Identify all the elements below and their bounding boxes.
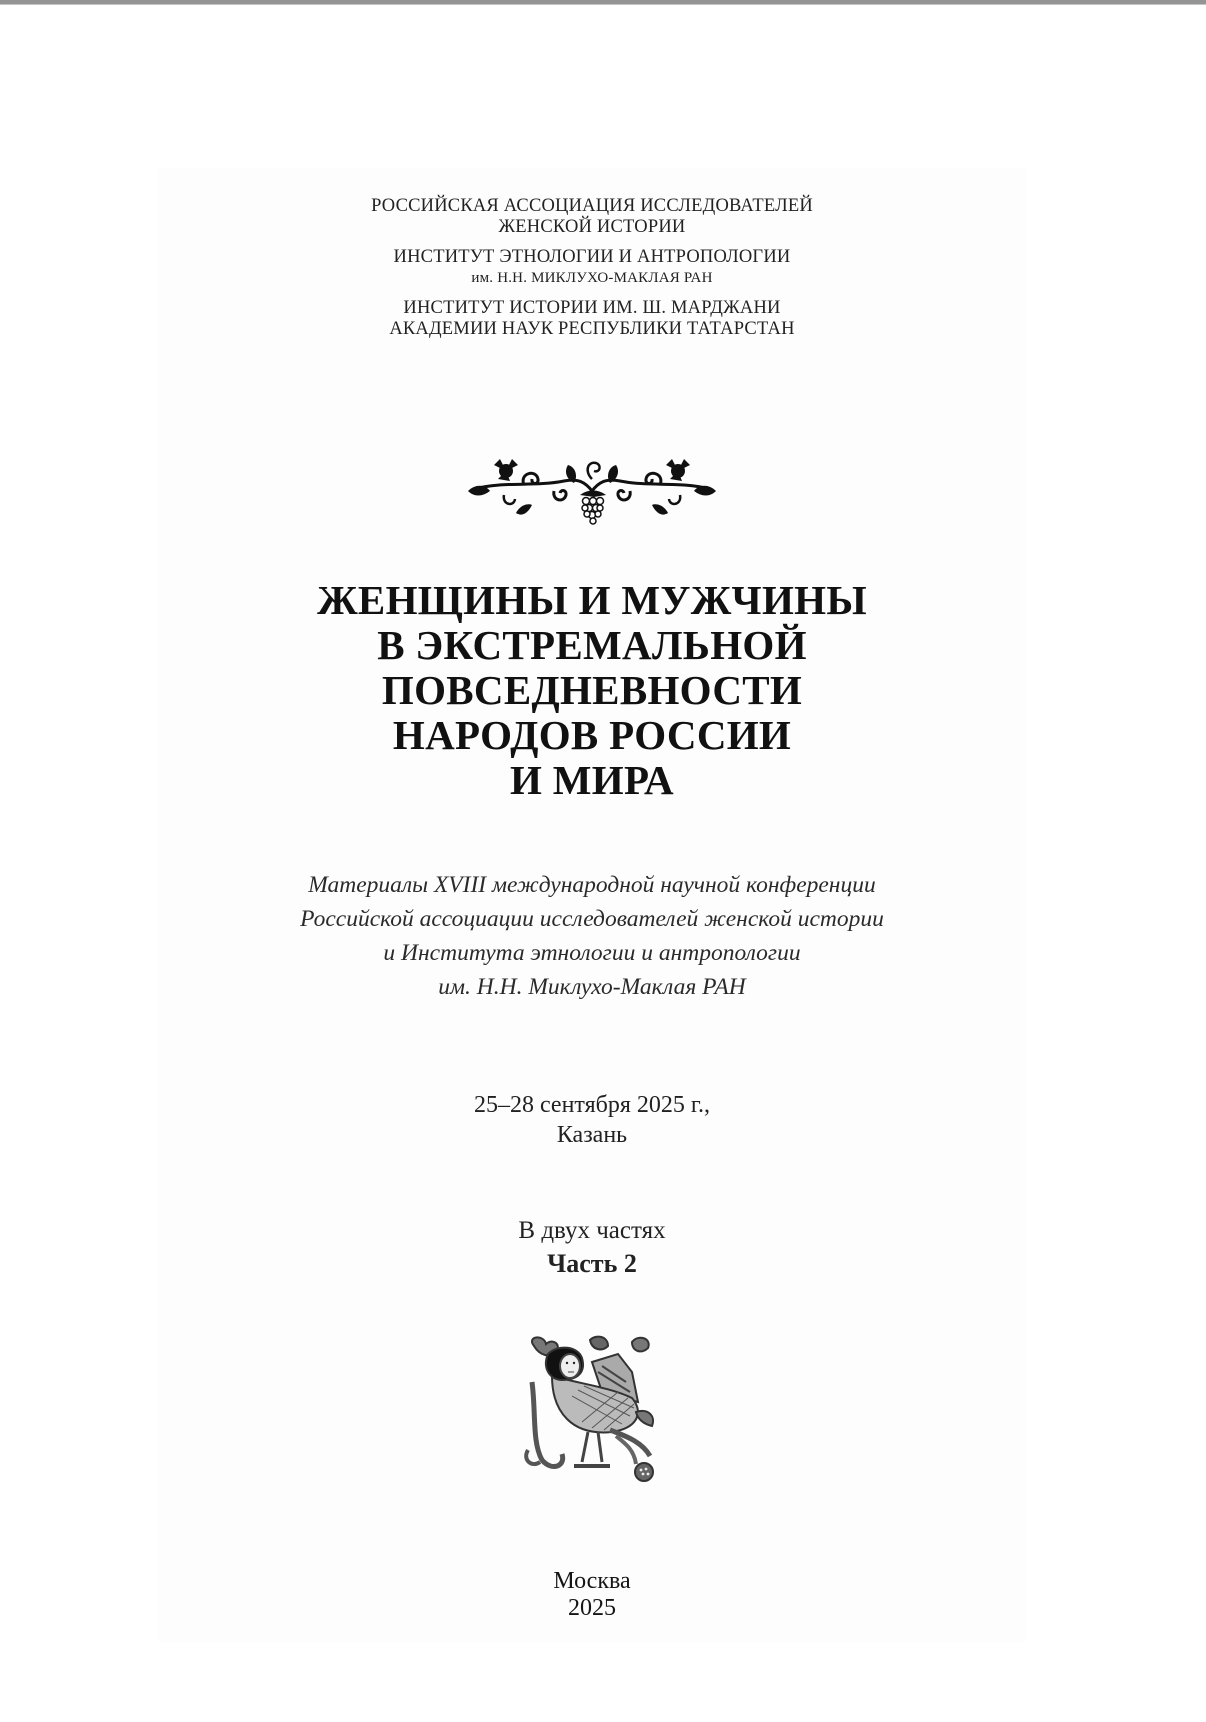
conference-dates: 25–28 сентября 2025 г., — [473, 1092, 711, 1118]
title-page — [158, 168, 1026, 1642]
title-line-1: ЖЕНЩИНЫ И МУЖЧИНЫ — [317, 577, 867, 623]
viewer-top-bar — [0, 0, 1206, 5]
org-2-line-2: им. Н.Н. МИКЛУХО-МАКЛАЯ РАН — [471, 270, 713, 286]
organizations-header — [158, 196, 1026, 349]
imprint-year: 2025 — [568, 1595, 616, 1621]
subtitle-line-3: и Института этнологии и антропологии — [383, 940, 801, 966]
title-line-2: В ЭКСТРЕМАЛЬНОЙ — [377, 622, 807, 668]
title-line-4: НАРОДОВ РОССИИ — [392, 712, 792, 758]
imprint-city: Москва — [553, 1568, 631, 1594]
title-line-3: ПОВСЕДНЕВНОСТИ — [381, 667, 803, 713]
organization-3 — [158, 298, 1026, 340]
subtitle-line-4: им. Н.Н. Миклухо-Маклая РАН — [438, 974, 746, 1000]
subtitle-line-1: Материалы XVIII международной научной конференции — [308, 872, 876, 898]
book-subtitle — [158, 868, 1026, 1004]
imprint — [158, 1568, 1026, 1622]
org-1-line-1: РОССИЙСКАЯ АССОЦИАЦИЯ ИССЛЕДОВАТЕЛЕЙ — [371, 196, 813, 216]
volume-parts — [158, 1214, 1026, 1280]
organization-2 — [158, 247, 1026, 289]
book-title — [158, 578, 1026, 803]
org-2-line-1: ИНСТИТУТ ЭТНОЛОГИИ И АНТРОПОЛОГИИ — [393, 247, 791, 267]
conference-dates-place — [158, 1090, 1026, 1150]
title-line-5: И МИРА — [510, 757, 674, 803]
org-3-line-2: АКАДЕМИИ НАУК РЕСПУБЛИКИ ТАТАРСТАН — [389, 319, 795, 339]
org-1-line-2: ЖЕНСКОЙ ИСТОРИИ — [498, 217, 686, 237]
org-3-line-1: ИНСТИТУТ ИСТОРИИ ИМ. Ш. МАРДЖАНИ — [403, 298, 781, 318]
organization-1 — [158, 196, 1026, 238]
conference-city: Казань — [556, 1122, 628, 1148]
parts-label: В двух частях — [518, 1217, 666, 1244]
sirin-bird-illustration-icon — [522, 1332, 662, 1484]
subtitle-line-2: Российской ассоциации исследователей женской истории — [300, 906, 884, 932]
floral-vine-ornament-icon — [464, 451, 720, 531]
current-part: Часть 2 — [547, 1249, 637, 1278]
